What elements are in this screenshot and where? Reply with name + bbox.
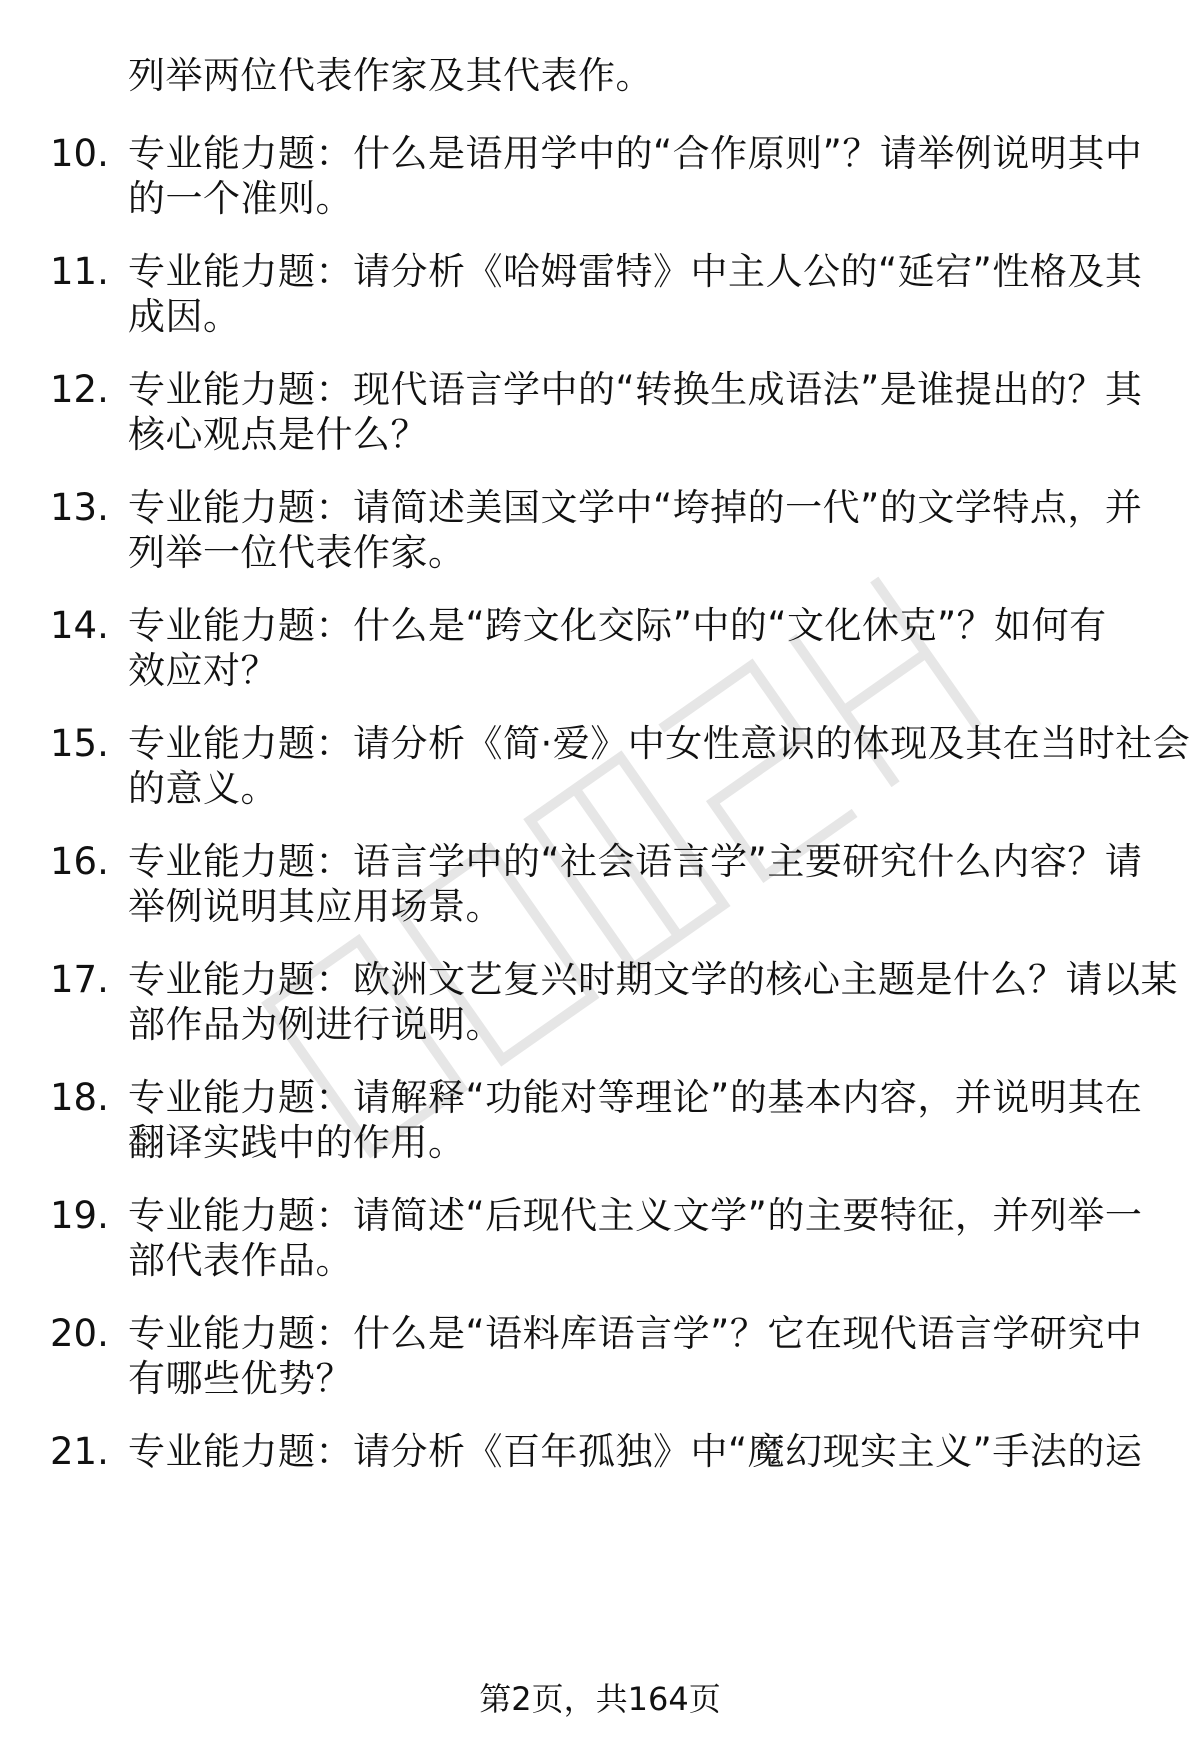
question-text-line2: 的一个准则。 (128, 177, 353, 220)
question-text-line1: 专业能力题：请简述美国文学中“垮掉的一代”的文学特点，并 (128, 486, 1143, 529)
question-number: 10. (50, 132, 109, 175)
question-number: 18. (50, 1076, 109, 1119)
question-text-line1: 专业能力题：什么是“跨文化交际”中的“文化休克”？如何有 (128, 604, 1107, 647)
question-number: 12. (50, 368, 109, 411)
question-text-line2: 核心观点是什么？ (128, 413, 428, 456)
question-number: 20. (50, 1312, 109, 1355)
question-text-line1: 专业能力题：请分析《简·爱》中女性意识的体现及其在当时社会 (128, 722, 1191, 765)
question-text-line2: 部作品为例进行说明。 (128, 1003, 503, 1046)
question-number: 17. (50, 958, 109, 1001)
question-text-line2: 举例说明其应用场景。 (128, 885, 503, 928)
question-number: 21. (50, 1430, 109, 1473)
continuation-line: 列举两位代表作家及其代表作。 (128, 54, 653, 97)
question-text-line2: 有哪些优势？ (128, 1357, 353, 1400)
question-text-line2: 部代表作品。 (128, 1239, 353, 1282)
question-text-line1: 专业能力题：欧洲文艺复兴时期文学的核心主题是什么？请以某 (128, 958, 1178, 1001)
question-text-line1: 专业能力题：请解释“功能对等理论”的基本内容，并说明其在 (128, 1076, 1143, 1119)
question-text-line2: 的意义。 (128, 767, 278, 810)
question-text-line1: 专业能力题：现代语言学中的“转换生成语法”是谁提出的？其 (128, 368, 1143, 411)
page-footer: 第2页，共164页 (479, 1680, 721, 1718)
question-text-line1: 专业能力题：什么是“语料库语言学”？它在现代语言学研究中 (128, 1312, 1143, 1355)
question-text-line2: 翻译实践中的作用。 (128, 1121, 466, 1164)
question-number: 15. (50, 722, 109, 765)
question-number: 14. (50, 604, 109, 647)
question-number: 19. (50, 1194, 109, 1237)
question-number: 16. (50, 840, 109, 883)
question-number: 13. (50, 486, 109, 529)
question-text-line1: 专业能力题：语言学中的“社会语言学”主要研究什么内容？请 (128, 840, 1143, 883)
question-text-line1: 专业能力题：请简述“后现代主义文学”的主要特征，并列举一 (128, 1194, 1143, 1237)
question-text-line1: 专业能力题：什么是语用学中的“合作原则”？请举例说明其中 (128, 132, 1143, 175)
question-text-line2: 列举一位代表作家。 (128, 531, 466, 574)
question-number: 11. (50, 250, 109, 293)
question-text-line1: 专业能力题：请分析《哈姆雷特》中主人公的“延宕”性格及其 (128, 250, 1143, 293)
question-text-line2: 成因。 (128, 295, 241, 338)
question-text-line2: 效应对？ (128, 649, 278, 692)
question-text-line1: 专业能力题：请分析《百年孤独》中“魔幻现实主义”手法的运 (128, 1430, 1143, 1473)
